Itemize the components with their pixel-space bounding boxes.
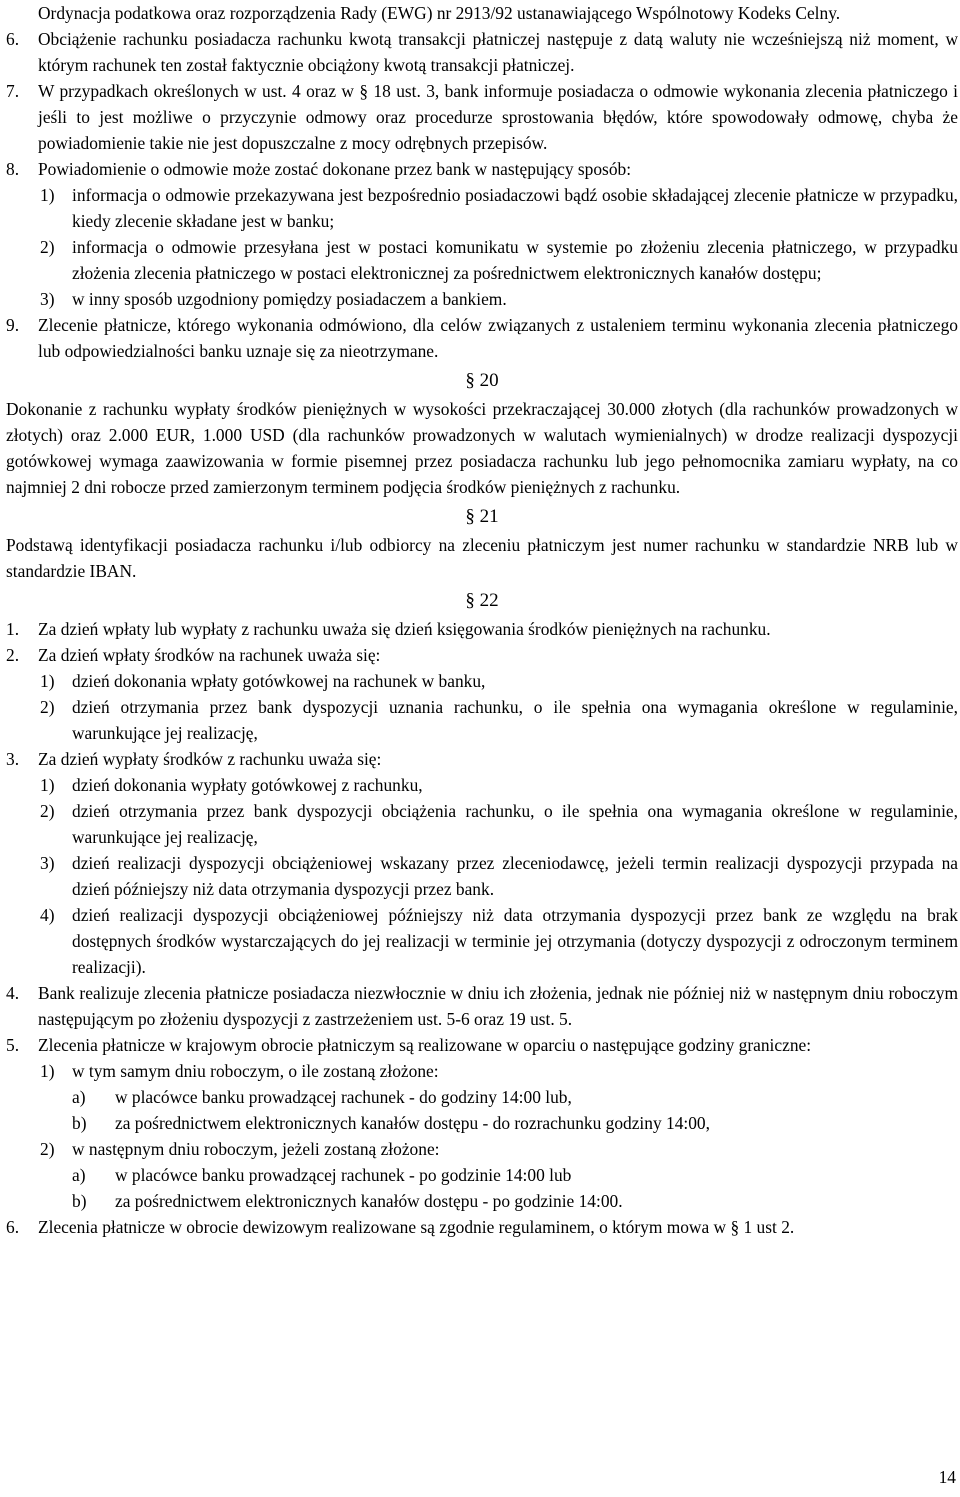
sub-list-item xyxy=(6,668,958,694)
item-text: dzień realizacji dyspozycji obciążeniowej wskazany przez zleceniodawcę, jeżeli termin realizacji dyspozycji przypada na dzień późniejszy niż data otrzymania dyspozycji przez bank. xyxy=(72,853,958,899)
item-number: 2. xyxy=(6,645,20,665)
item-number: 3) xyxy=(40,289,55,309)
item-number: b) xyxy=(72,1113,87,1133)
item-number: 9. xyxy=(6,315,20,335)
item-number: 1) xyxy=(40,1061,55,1081)
item-text: w następnym dniu roboczym, jeżeli zostaną złożone: xyxy=(72,1139,440,1159)
section-paragraph: Dokonanie z rachunku wypłaty środków pieniężnych w wysokości przekraczającej 30.000 złotych (dla rachunków prowadzonych w złotych) oraz 2.000 EUR, 1.000 USD (dla rachunków prowadzonych w walutach wymienialnych) w drodze realizacji dyspozycji gotówkowej wymaga zaawizowania w formie pisemnej przez posiadacza rachunku lub jego pełnomocnika zamiaru wypłaty, na co najmniej 2 dni robocze przed zamierzonym terminem podjęcia środków pieniężnych z rachunku. xyxy=(6,399,958,497)
sub-list-item xyxy=(6,234,958,286)
item-text: informacja o odmowie przesyłana jest w postaci komunikatu w systemie po złożeniu zlecenia płatniczego, w przypadku złożenia zlecenia płatniczego w postaci elektronicznej za pośrednictwem elektronicznych kanałów dostępu; xyxy=(72,237,958,283)
item-text: Zlecenie płatnicze, którego wykonania odmówiono, dla celów związanych z ustaleniem terminu wykonania zlecenia płatniczego lub odpowiedzialności banku uznaje się za nieotrzymane. xyxy=(38,315,958,361)
item-number: 7. xyxy=(6,81,20,101)
list-item xyxy=(6,1032,958,1058)
item-number: 2) xyxy=(40,697,55,717)
list-item xyxy=(6,156,958,182)
item-text: w placówce banku prowadzącej rachunek - do godziny 14:00 lub, xyxy=(115,1087,572,1107)
item-number: 1. xyxy=(6,619,20,639)
list-item xyxy=(6,980,958,1032)
list-item xyxy=(6,616,958,642)
section-heading: § 21 xyxy=(465,506,499,527)
item-number: 2) xyxy=(40,237,55,257)
item-text: Zlecenia płatnicze w obrocie dewizowym realizowane są zgodnie regulaminem, o którym mowa w § 1 ust 2. xyxy=(38,1217,795,1237)
item-number: 6. xyxy=(6,1217,20,1237)
list-item xyxy=(6,78,958,156)
item-number: 2) xyxy=(40,801,55,821)
sub-sub-list-item xyxy=(6,1084,958,1110)
item-text: informacja o odmowie przekazywana jest bezpośrednio posiadaczowi bądź osobie składającej zlecenie płatnicze w przypadku, kiedy zlecenie składane jest w banku; xyxy=(72,185,958,231)
sub-list-item xyxy=(6,182,958,234)
item-number: 4) xyxy=(40,905,55,925)
item-number: 1) xyxy=(40,185,55,205)
sub-list-item xyxy=(6,902,958,980)
sub-list-item xyxy=(6,1136,958,1162)
item-text: dzień otrzymania przez bank dyspozycji obciążenia rachunku, o ile spełnia ona wymagania określone w regulaminie, warunkujące jej realizację, xyxy=(72,801,958,847)
section-heading: § 22 xyxy=(465,590,499,611)
sub-sub-list-item xyxy=(6,1162,958,1188)
item-text: dzień otrzymania przez bank dyspozycji uznania rachunku, o ile spełnia ona wymagania określone w regulaminie, warunkujące jej realizację, xyxy=(72,697,958,743)
section-paragraph: Podstawą identyfikacji posiadacza rachunku i/lub odbiorcy na zleceniu płatniczym jest numer rachunku w standardzie NRB lub w standardzie IBAN. xyxy=(6,535,958,581)
item-text: dzień realizacji dyspozycji obciążeniowej późniejszy niż data otrzymania dyspozycji przez bank ze względu na brak dostępnych środków wystarczających do jej realizacji w terminie jej otrzymania (dotyczy dyspozycji z odroczonym terminem realizacji). xyxy=(72,905,958,977)
item-number: 1) xyxy=(40,671,55,691)
sub-list-item xyxy=(6,772,958,798)
item-number: 3) xyxy=(40,853,55,873)
item-text: Zlecenia płatnicze w krajowym obrocie płatniczym są realizowane w oparciu o następujące godziny graniczne: xyxy=(38,1035,812,1055)
item-number: 5. xyxy=(6,1035,20,1055)
list-item xyxy=(6,312,958,364)
item-text: w placówce banku prowadzącej rachunek - po godzinie 14:00 lub xyxy=(115,1165,572,1185)
item-text: Za dzień wypłaty środków z rachunku uważa się: xyxy=(38,749,382,769)
item-text: dzień dokonania wypłaty gotówkowej z rachunku, xyxy=(72,775,423,795)
item-number: 8. xyxy=(6,159,20,179)
item-text: Powiadomienie o odmowie może zostać dokonane przez bank w następujący sposób: xyxy=(38,159,632,179)
item-text: Bank realizuje zlecenia płatnicze posiadacza niezwłocznie w dniu ich złożenia, jednak nie później niż w następnym dniu roboczym następującym po złożeniu dyspozycji z zastrzeżeniem ust. 5-6 oraz 19 ust. 5. xyxy=(38,983,958,1029)
sub-sub-list-item xyxy=(6,1110,958,1136)
item-number: a) xyxy=(72,1165,86,1185)
item-text: w inny sposób uzgodniony pomiędzy posiadaczem a bankiem. xyxy=(72,289,507,309)
sub-list-item xyxy=(6,694,958,746)
list-item xyxy=(6,746,958,772)
list-item xyxy=(6,26,958,78)
page-number: 14 xyxy=(938,1467,956,1487)
item-text: za pośrednictwem elektronicznych kanałów dostępu - po godzinie 14:00. xyxy=(115,1191,623,1211)
item-number: 4. xyxy=(6,983,20,1003)
item-number: 1) xyxy=(40,775,55,795)
item-number: 2) xyxy=(40,1139,55,1159)
list-item xyxy=(6,1214,958,1240)
sub-list-item xyxy=(6,798,958,850)
item-text: dzień dokonania wpłaty gotówkowej na rachunek w banku, xyxy=(72,671,486,691)
item-text: Za dzień wpłaty lub wypłaty z rachunku uważa się dzień księgowania środków pieniężnych na rachunku. xyxy=(38,619,771,639)
section-heading: § 20 xyxy=(465,370,499,391)
sub-sub-list-item xyxy=(6,1188,958,1214)
item-text: Obciążenie rachunku posiadacza rachunku kwotą transakcji płatniczej następuje z datą waluty nie wcześniejszą niż moment, w którym rachunek ten został faktycznie obciążony kwotą transakcji płatniczej. xyxy=(38,29,958,75)
item-text: w tym samym dniu roboczym, o ile zostaną złożone: xyxy=(72,1061,439,1081)
item-number: b) xyxy=(72,1191,87,1211)
item-number: a) xyxy=(72,1087,86,1107)
item-number: 3. xyxy=(6,749,20,769)
sub-list-item xyxy=(6,850,958,902)
list-item xyxy=(6,642,958,668)
item-text: Za dzień wpłaty środków na rachunek uważa się: xyxy=(38,645,381,665)
item-text: za pośrednictwem elektronicznych kanałów dostępu - do rozrachunku godziny 14:00, xyxy=(115,1113,710,1133)
item-number: 6. xyxy=(6,29,20,49)
item-text: W przypadkach określonych w ust. 4 oraz w § 18 ust. 3, bank informuje posiadacza o odmowie wykonania zlecenia płatniczego i jeśli to jest możliwe o przyczynie odmowy oraz procedurze sprostowania błędów, które spowodowały odmowę, chyba że powiadomienie takie nie jest dopuszczalne z mocy odrębnych przepisów. xyxy=(38,81,958,153)
document-page xyxy=(6,0,958,1240)
sub-list-item xyxy=(6,1058,958,1084)
intro-paragraph: Ordynacja podatkowa oraz rozporządzenia Rady (EWG) nr 2913/92 ustanawiającego Wspólnotowy Kodeks Celny. xyxy=(38,3,841,23)
sub-list-item xyxy=(6,286,958,312)
